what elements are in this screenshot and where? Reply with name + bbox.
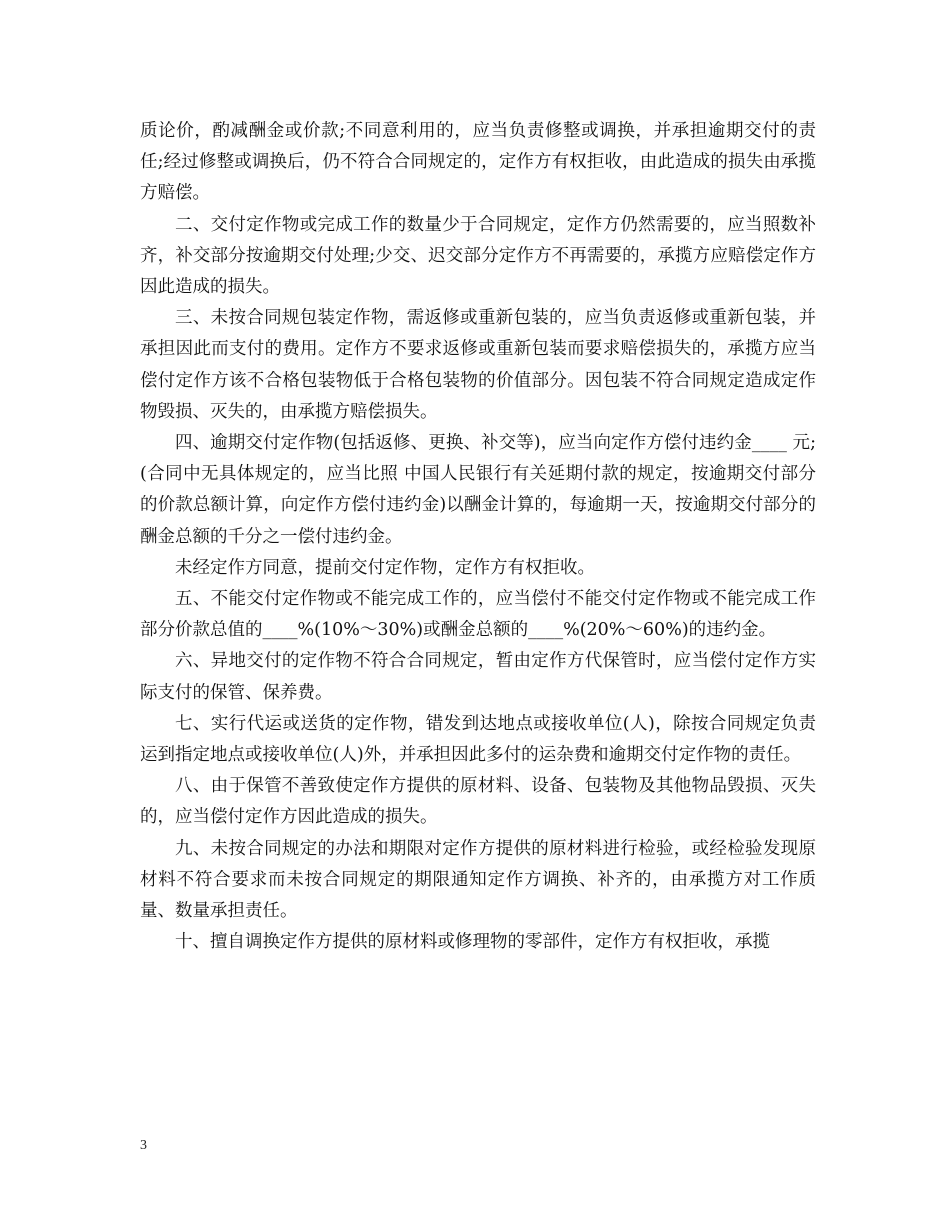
paragraph-continuation: 质论价，酌减酬金或价款;不同意利用的，应当负责修整或调换，并承担逾期交付的责任;经过修整或调换后，仍不符合合同规定的，定作方有权拒收，由此造成的损失由承揽方赔偿。 [140, 121, 816, 204]
paragraph-clause-7: 七、实行代运或送货的定作物，错发到达地点或接收单位(人)，除按合同规定负责运到指定地点或接收单位(人)外，并承担因此多付的运杂费和逾期交付定作物的责任。 [140, 713, 816, 766]
paragraph-clause-4: 四、逾期交付定作物(包括返修、更换、补交等)，应当向定作方偿付违约金____ 元;(合同中无具体规定的，应当比照 中国人民银行有关延期付款的规定，按逾期交付部分的价款总额计算，向定作方偿付违约金)以酬金计算的，每逾期一天，按逾期交付部分的酬金总额的千分之一偿付违约金。 [140, 433, 816, 547]
paragraph-clause-10: 十、擅自调换定作方提供的原材料或修理物的零部件，定作方有权拒收，承揽 [175, 932, 770, 953]
paragraph-clause-3: 三、未按合同规包装定作物，需返修或重新包装的，应当负责返修或重新包装，并承担因此而支付的费用。定作方不要求返修或重新包装而要求赔偿损失的，承揽方应当偿付定作方该不合格包装物低于合格包装物的价值部分。因包装不符合同规定造成定作物毁损、灭失的，由承揽方赔偿损失。 [140, 308, 816, 422]
paragraph-early-delivery: 未经定作方同意，提前交付定作物，定作方有权拒收。 [175, 557, 595, 578]
paragraph-clause-9: 九、未按合同规定的办法和期限对定作方提供的原材料进行检验，或经检验发现原材料不符合要求而未按合同规定的期限通知定作方调换、补齐的，由承揽方对工作质量、数量承担责任。 [140, 838, 816, 922]
document-body [140, 116, 816, 958]
page-number: 3 [140, 1138, 147, 1153]
paragraph-clause-8: 八、由于保管不善致使定作方提供的原材料、设备、包装物及其他物品毁损、灭失的，应当偿付定作方因此造成的损失。 [140, 776, 816, 828]
paragraph-clause-6: 六、异地交付的定作物不符合合同规定，暂由定作方代保管时，应当偿付定作方实际支付的保管、保养费。 [140, 651, 816, 703]
paragraph-clause-2: 二、交付定作物或完成工作的数量少于合同规定，定作方仍然需要的，应当照数补齐，补交部分按逾期交付处理;少交、迟交部分定作方不再需要的，承揽方应赔偿定作方因此造成的损失。 [140, 214, 816, 298]
paragraph-clause-5: 五、不能交付定作物或不能完成工作的，应当偿付不能交付定作物或不能完成工作部分价款总值的____%(10%～30%)或酬金总额的____%(20%～60%)的违约金。 [140, 589, 816, 641]
